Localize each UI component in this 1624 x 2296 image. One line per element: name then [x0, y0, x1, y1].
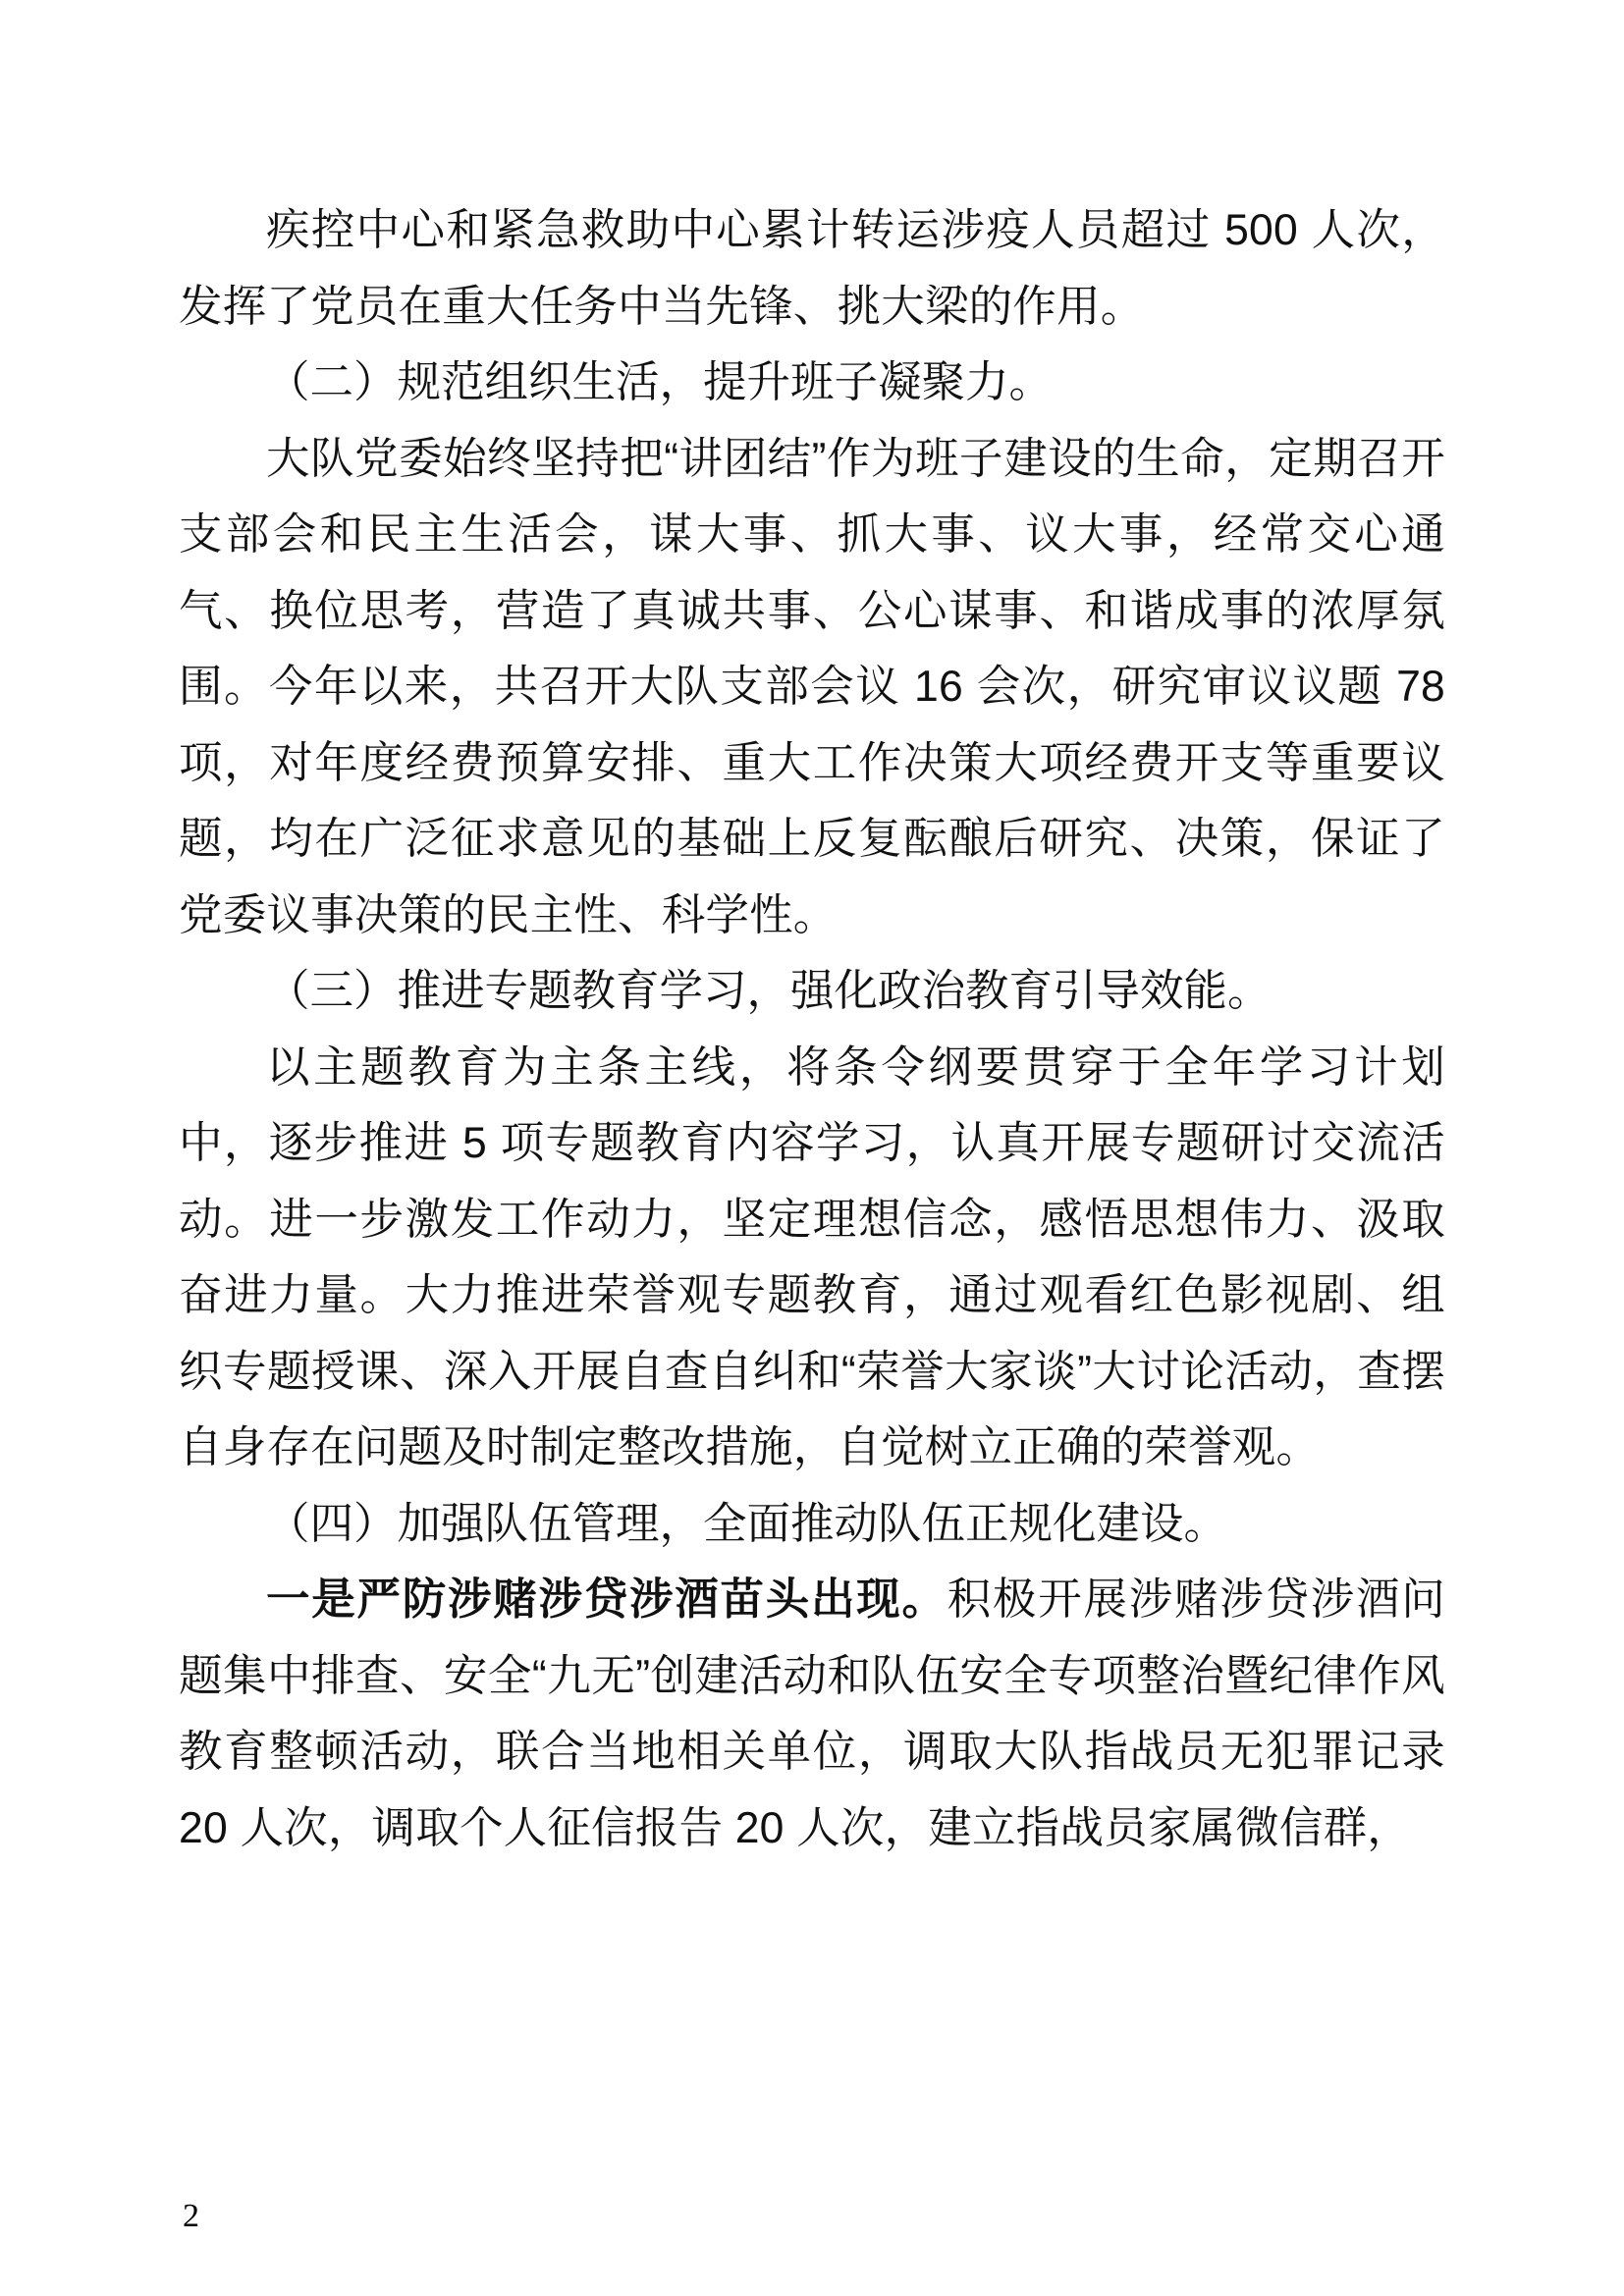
- paragraph-section-four-body: [179, 1562, 1445, 1866]
- paragraph-section-two-body: 大队党委始终坚持把“讲团结”作为班子建设的生命，定期召开支部会和民主生活会，谋大事、抓大事、议大事，经常交心通气、换位思考，营造了真诚共事、公心谋事、和谐成事的浓厚氛围。今年以来，共召开大队支部会议 16 会次，研究审议议题 78 项，对年度经费预算安排、重大工作决策大项经费开支等重要议题，均在广泛征求意见的基础上反复酝酿后研究、决策，保证了党委议事决策的民主性、科学性。: [179, 434, 1445, 939]
- paragraph-section-three-body: 以主题教育为主条主线，将条令纲要贯穿于全年学习计划中，逐步推进 5 项专题教育内容学习，认真开展专题研讨交流活动。进一步激发工作动力，坚定理想信念，感悟思想伟力、汲取奋进力量。大力推进荣誉观专题教育，通过观看红色影视剧、组织专题授课、深入开展自查自纠和“荣誉大家谈”大讨论活动，查摆自身存在问题及时制定整改措施，自觉树立正确的荣誉观。: [179, 1042, 1445, 1471]
- page-content: [179, 192, 1445, 1866]
- paragraph-lead-in-bold: 一是严防涉赌涉贷涉酒苗头出现。: [266, 1575, 947, 1624]
- heading-section-three: （三）推进专题教育学习，强化政治教育引导效能。: [266, 967, 1272, 1015]
- paragraph-continuation-epidemic-transport: 疾控中心和紧急救助中心累计转运涉疫人员超过 500 人次，发挥了党员在重大任务中当先锋、挑大梁的作用。: [179, 206, 1445, 331]
- heading-section-two: （二）规范组织生活，提升班子凝聚力。: [266, 358, 1054, 406]
- page-number: 2: [183, 2198, 199, 2234]
- heading-section-four: （四）加强队伍管理，全面推动队伍正规化建设。: [266, 1499, 1228, 1548]
- paragraph-section-four-rest: 积极开展涉赌涉贷涉酒问题集中排查、安全“九无”创建活动和队伍安全专项整治暨纪律作风教育整顿活动，联合当地相关单位，调取大队指战员无犯罪记录 20 人次，调取个人征信报告 20 人次，建立指战员家属微信群，: [179, 1575, 1445, 1852]
